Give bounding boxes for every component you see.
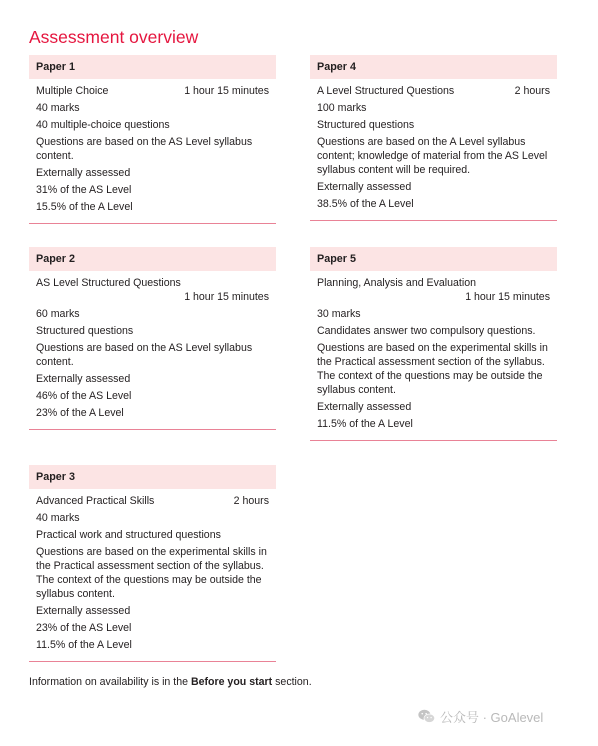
paper-1-card bbox=[29, 55, 276, 224]
availability-note-prefix: Information on availability is in the bbox=[29, 676, 191, 688]
paper-header: Paper 1 bbox=[29, 55, 276, 79]
paper-marks: 30 marks bbox=[317, 308, 361, 320]
paper-assessment: Externally assessed bbox=[36, 373, 131, 385]
before-you-start-ref: Before you start bbox=[190, 676, 273, 688]
paper-name: A Level Structured Questions bbox=[317, 85, 455, 97]
paper-header: Paper 2 bbox=[29, 247, 276, 271]
paper-as-weight: 31% of the AS Level bbox=[36, 184, 132, 196]
paper-name: Multiple Choice bbox=[36, 85, 109, 97]
paper-duration: 1 hour 15 minutes bbox=[465, 291, 550, 303]
paper-2-card bbox=[29, 247, 276, 430]
paper-name: Advanced Practical Skills bbox=[36, 495, 155, 507]
paper-content: Questions are based on the experimental skills in the Practical assessment section of the syllabus. The context of the questions may be outside the syllabus content. bbox=[36, 546, 267, 600]
paper-assessment: Externally assessed bbox=[317, 181, 412, 193]
paper-header: Paper 3 bbox=[29, 465, 276, 489]
paper-name: Planning, Analysis and Evaluation bbox=[317, 277, 477, 289]
paper-as-weight: 23% of the AS Level bbox=[36, 622, 132, 634]
paper-content: Questions are based on the A Level syllabus content; knowledge of material from the AS Level syllabus content will be required. bbox=[317, 136, 548, 176]
paper-format: Structured questions bbox=[36, 325, 134, 337]
wechat-icon bbox=[418, 709, 435, 724]
paper-a-weight: 23% of the A Level bbox=[36, 407, 124, 419]
paper-3-card bbox=[29, 465, 276, 662]
paper-marks: 40 marks bbox=[36, 512, 80, 524]
paper-content: Questions are based on the AS Level syllabus content. bbox=[36, 136, 253, 162]
paper-a-weight: 11.5% of the A Level bbox=[317, 418, 413, 430]
paper-4-card bbox=[310, 55, 557, 221]
paper-5-card bbox=[310, 247, 557, 441]
paper-duration: 1 hour 15 minutes bbox=[184, 85, 269, 97]
page-title: Assessment overview bbox=[29, 27, 199, 47]
paper-assessment: Externally assessed bbox=[317, 401, 412, 413]
paper-format: 40 multiple-choice questions bbox=[36, 119, 170, 131]
paper-duration: 2 hours bbox=[233, 495, 269, 507]
paper-content: Questions are based on the experimental skills in the Practical assessment section of the syllabus. The context of the questions may be outside the syllabus content. bbox=[317, 342, 548, 396]
paper-header: Paper 5 bbox=[310, 247, 557, 271]
paper-marks: 40 marks bbox=[36, 102, 80, 114]
paper-name: AS Level Structured Questions bbox=[36, 277, 181, 289]
paper-assessment: Externally assessed bbox=[36, 167, 131, 179]
paper-a-weight: 15.5% of the A Level bbox=[36, 201, 133, 213]
availability-note bbox=[29, 676, 312, 688]
watermark-text: 公众号 · GoAlevel bbox=[440, 710, 544, 725]
paper-a-weight: 38.5% of the A Level bbox=[317, 198, 414, 210]
paper-format: Candidates answer two compulsory questions. bbox=[317, 325, 536, 337]
paper-a-weight: 11.5% of the A Level bbox=[36, 639, 132, 651]
paper-marks: 60 marks bbox=[36, 308, 80, 320]
paper-format: Structured questions bbox=[317, 119, 415, 131]
paper-header: Paper 4 bbox=[310, 55, 557, 79]
watermark bbox=[418, 707, 543, 726]
paper-marks: 100 marks bbox=[317, 102, 367, 114]
paper-duration: 1 hour 15 minutes bbox=[184, 291, 269, 303]
paper-assessment: Externally assessed bbox=[36, 605, 131, 617]
paper-format: Practical work and structured questions bbox=[36, 529, 221, 541]
availability-note-suffix: section. bbox=[272, 676, 312, 688]
paper-duration: 2 hours bbox=[514, 85, 550, 97]
paper-content: Questions are based on the AS Level syllabus content. bbox=[36, 342, 253, 368]
paper-as-weight: 46% of the AS Level bbox=[36, 390, 132, 402]
